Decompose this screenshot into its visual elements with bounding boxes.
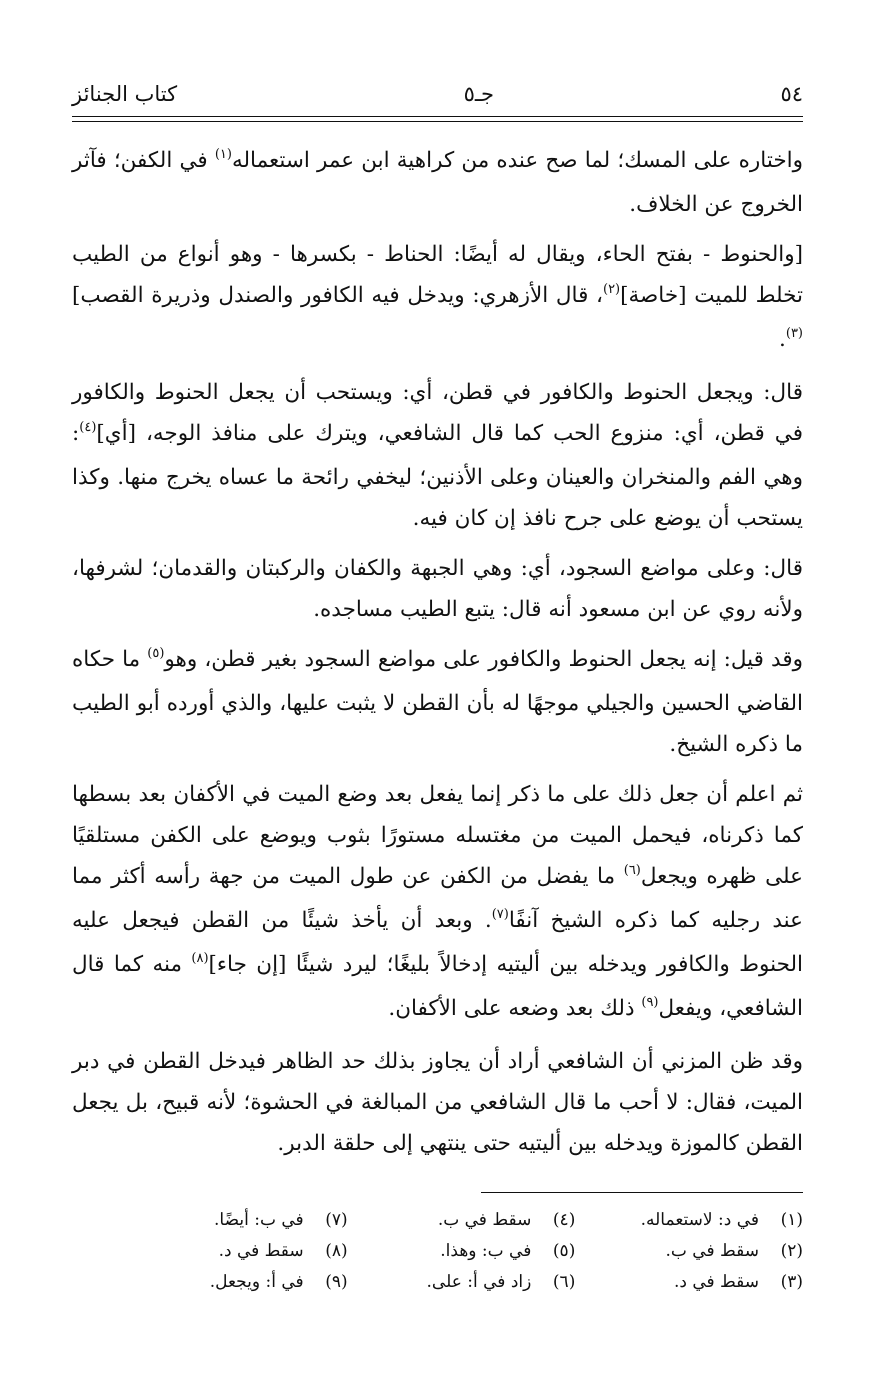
footnote [348, 1236, 576, 1267]
chapter-title: كتاب الجنائز [72, 82, 178, 106]
text-segment: وقد ظن المزني أن الشافعي أراد أن يجاوز بذلك حد الظاهر فيدخل القطن في دبر الميت، فقال: لا أحب ما قال الشافعي من المبالغة في الحشوة؛ لأنه قبيح، بل يجعل القطن كالموزة ويدخله بين أليتيه حتى ينتهي إلى حلقة الدبر. [72, 1049, 803, 1156]
text-segment: [والحنوط - بفتح الحاء، ويقال له أيضًا: الحناط - بكسرها - وهو أنواع من الطيب تخلط للميت [خاصة] [72, 242, 803, 308]
footnote-text: في ب: أيضًا. [214, 1210, 304, 1230]
text-segment: ثم اعلم أن جعل ذلك على ما ذكر إنما يفعل بعد وضع الميت في الأكفان بعد بسطها كما ذكرناه، فيحمل الميت من مغتسله مستورًا بثوب ويوضع على الكفن مستلقيًا على ظهره ويجعل [72, 782, 803, 889]
paragraph [72, 548, 803, 630]
footnote-text: سقط في د. [673, 1272, 759, 1292]
paragraph [72, 774, 803, 1032]
footnote-number: (٨) [325, 1241, 348, 1261]
footnote [120, 1236, 348, 1267]
footnote-number: (٧) [325, 1210, 348, 1230]
footnote-reference: (٦) [623, 863, 641, 878]
footnote-text: في ب: وهذا. [440, 1241, 532, 1261]
footnote-text: سقط في ب. [437, 1210, 532, 1230]
text-segment: منه كما قال الشافعي، ويفعل [72, 952, 803, 1021]
footnote [575, 1236, 803, 1267]
footnote-number: (٥) [552, 1241, 576, 1261]
footnote-reference: (٥) [147, 646, 165, 661]
paragraph [72, 234, 803, 363]
footnote-number: (١) [780, 1210, 803, 1230]
text-segment: ، قال الأزهري: ويدخل فيه الكافور والصندل وذريرة القصب] [72, 283, 603, 308]
footnote-text: سقط في ب. [665, 1241, 759, 1261]
footnotes [120, 1205, 803, 1298]
footnote-text: سقط في د. [218, 1241, 304, 1261]
footnote [348, 1205, 576, 1236]
footnote-number: (٣) [780, 1272, 803, 1292]
text-segment: . وبعد أن يأخذ شيئًا من القطن فيجعل عليه الحنوط والكافور ويدخله بين أليتيه إدخالاً بليغًا؛ ليرد شيئًا [إن جاء] [72, 908, 803, 977]
footnote-number: (٤) [552, 1210, 576, 1230]
footnote [120, 1267, 348, 1298]
footnote-number: (٢) [780, 1241, 803, 1261]
paragraph [72, 1041, 803, 1164]
text-segment: قال: وعلى مواضع السجود، أي: وهي الجبهة والكفان والركبتان والقدمان؛ لشرفها، ولأنه روي عن ابن مسعود أنه قال: يتبع الطيب مساجده. [72, 556, 803, 622]
page-number: ٥٤ [780, 82, 803, 106]
footnote-number: (٩) [325, 1272, 348, 1292]
footnote-column [348, 1205, 576, 1298]
footnote-reference: (٩) [641, 995, 659, 1010]
footnote [120, 1205, 348, 1236]
footnote-reference: (٣) [785, 326, 803, 341]
footnote [575, 1267, 803, 1298]
text-segment: واختاره على المسك؛ لما صح عنده من كراهية ابن عمر استعماله [231, 148, 803, 173]
text-segment: في الكفن؛ فآثر الخروج عن الخلاف. [72, 148, 803, 217]
header-rule [72, 116, 803, 117]
volume-label: جـ٥ [463, 82, 494, 106]
text-segment: : وهي الفم والمنخران والعينان وعلى الأذنين؛ ليخفي رائحة ما عساه يخرج منها. وكذا يستحب أن يوضع على جرح نافذ إن كان فيه. [72, 421, 803, 531]
footnote-column [120, 1205, 348, 1298]
header-rule-thin [72, 121, 803, 122]
footnote-reference: (١) [214, 147, 232, 162]
footnote-separator [481, 1192, 803, 1193]
footnote-text: زاد في أ: على. [426, 1272, 532, 1292]
footnote [348, 1267, 576, 1298]
text-segment: وقد قيل: إنه يجعل الحنوط والكافور على مواضع السجود بغير قطن، وهو [164, 647, 803, 672]
footnote [575, 1205, 803, 1236]
text-segment: ما يفضل من الكفن عن طول الميت من جهة رأسه أكثر مما عند رجليه كما ذكره الشيخ آنفًا [72, 864, 804, 933]
paragraph [72, 372, 803, 539]
footnote-number: (٦) [552, 1272, 576, 1292]
footnote-reference: (٧) [491, 907, 509, 922]
footnote-reference: (٨) [191, 951, 209, 966]
text-segment: . [779, 327, 786, 352]
footnote-text: في د: لاستعماله. [640, 1210, 759, 1230]
footnote-text: في أ: ويجعل. [209, 1272, 304, 1292]
footnote-column [575, 1205, 803, 1298]
paragraph [72, 140, 803, 225]
paragraph [72, 639, 803, 765]
running-header [72, 78, 803, 110]
text-segment: ذلك بعد وضعه على الأكفان. [388, 996, 642, 1021]
footnote-reference: (٢) [602, 282, 621, 297]
text-segment: قال: ويجعل الحنوط والكافور في قطن، أي: ويستحب أن يجعل الحنوط والكافور في قطن، أي: منزوع الحب كما قال الشافعي، ويترك على منافذ الوجه، [أي] [72, 380, 803, 446]
main-text [72, 140, 803, 1173]
text-segment: ما حكاه القاضي الحسين والجيلي موجهًا له بأن القطن لا يثبت عليها، والذي أورده أبو الطيب ما ذكره الشيخ. [72, 647, 803, 757]
footnote-reference: (٤) [79, 420, 97, 435]
